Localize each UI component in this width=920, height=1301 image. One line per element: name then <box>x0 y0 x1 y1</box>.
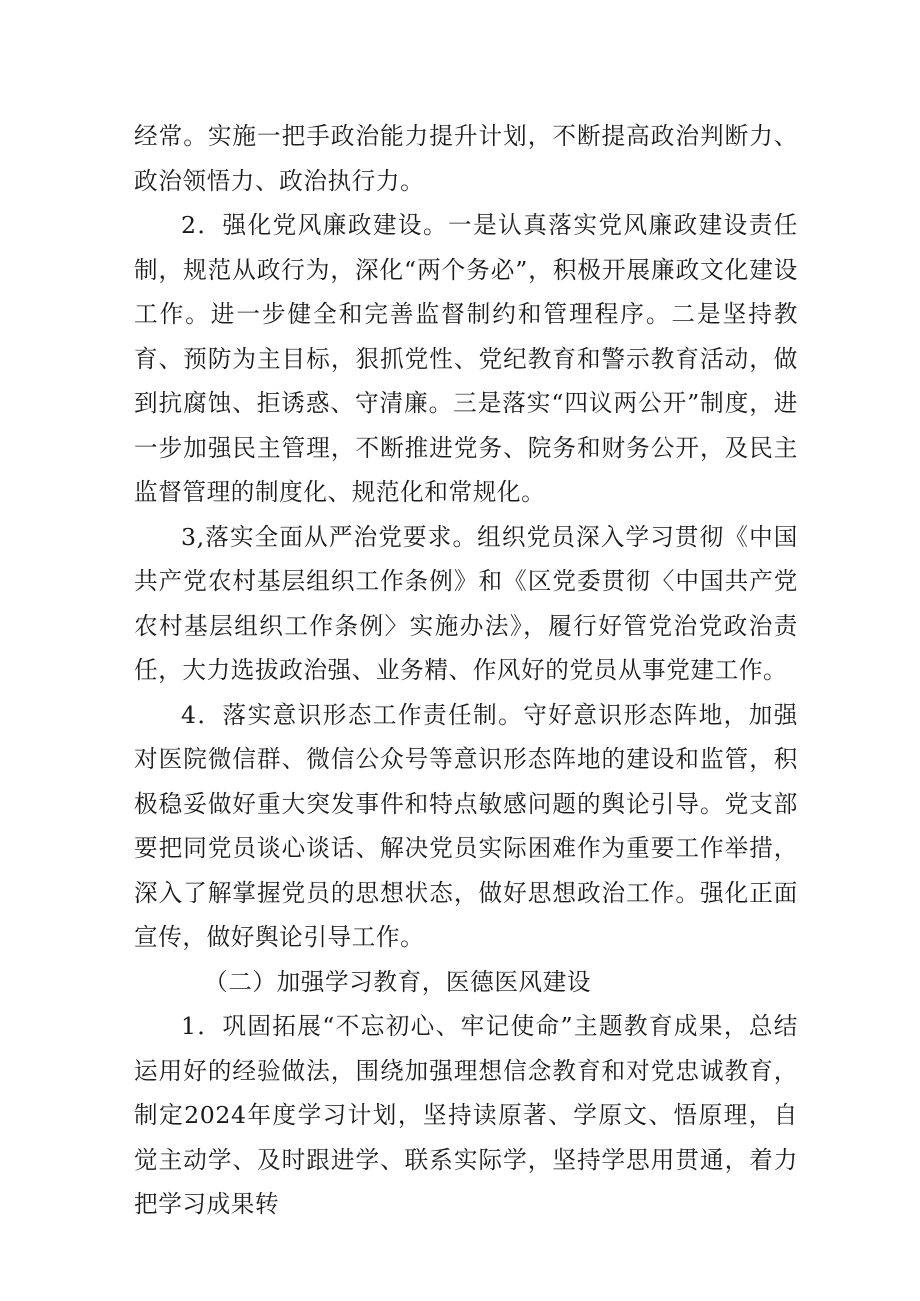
section-heading-study-education: （二）加强学习教育，医德医风建设 <box>204 967 592 996</box>
paragraph-ideology-responsibility: 4．落实意识形态工作责任制。守好意识形态阵地，加强对医院微信群、微信公众号等意识形态阵地的建设和监管，积极稳妥做好重大突发事件和特点敏感问题的舆论引导。党支部要把同党员谈心谈话、解决党员实际困难作为重要工作举措，深入了解掌握党员的思想状态，做好思想政治工作。强化正面宣传，做好舆论引导工作。 <box>134 700 798 951</box>
paragraph-continuation: 经常。实施一把手政治能力提升计划，不断提高政治判断力、政治领悟力、政治执行力。 <box>134 122 798 195</box>
document-body <box>134 114 798 1227</box>
paragraph-strict-governance: 3,落实全面从严治党要求。组织党员深入学习贯彻《中国共产党农村基层组织工作条例》和《区党委贯彻〈中国共产党农村基层组织工作条例〉实施办法》，履行好管党治党政治责任，大力选拔政治强、业务精、作风好的党员从事党建工作。 <box>134 522 798 684</box>
paragraph-theme-education: 1．巩固拓展“不忘初心、牢记使命”主题教育成果，总结运用好的经验做法，围绕加强理想信念教育和对党忠诚教育，制定2024年度学习计划，坚持读原著、学原文、悟原理，自觉主动学、及时跟进学、联系实际学，坚持学思用贯通，着力把学习成果转 <box>134 1012 798 1218</box>
paragraph-party-integrity: 2．强化党风廉政建设。一是认真落实党风廉政建设责任制，规范从政行为，深化“两个务必”，积极开展廉政文化建设工作。进一步健全和完善监督制约和管理程序。二是坚持教育、预防为主目标，狠抓党性、党纪教育和警示教育活动，做到抗腐蚀、拒诱惑、守清廉。三是落实“四议两公开”制度，进一步加强民主管理，不断推进党务、院务和财务公开，及民主监督管理的制度化、规范化和常规化。 <box>134 211 798 506</box>
